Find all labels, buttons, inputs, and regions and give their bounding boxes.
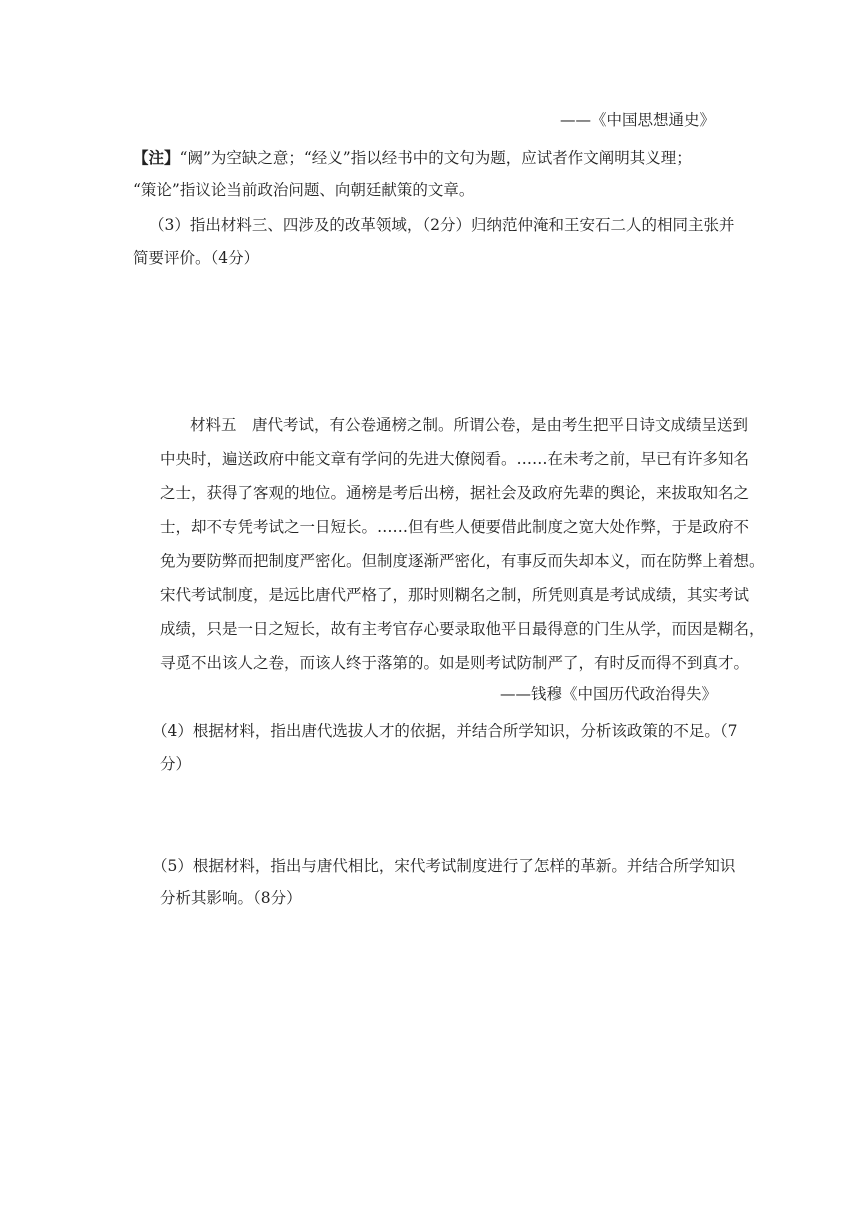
note-line-2: “策论”指议论当前政治问题、向朝廷献策的文章。: [133, 181, 475, 199]
material5-line: 士，却不专凭考试之一日短长。……但有些人便要借此制度之宽大处作弊，于是政府不: [160, 518, 750, 536]
question-4-line-2: 分）: [160, 755, 192, 773]
source-citation-1: ——《中国思想通史》: [560, 111, 716, 129]
material5-line: 成绩，只是一日之短长，故有主考官存心要录取他平日最得意的门生从学，而因是糊名，: [160, 620, 765, 638]
question-4-line-1: （4）根据材料，指出唐代选拔人才的依据，并结合所学知识，分析该政策的不足。（7: [152, 722, 738, 740]
material5-line: 寻觅不出该人之卷，而该人终于落第的。如是则考试防制严了，有时反而得不到真才。: [160, 654, 750, 672]
question-5-line-1: （5）根据材料，指出与唐代相比，宋代考试制度进行了怎样的革新。并结合所学知识: [152, 857, 736, 875]
note-mark: 【注】: [133, 148, 180, 167]
question-3-line-2: 简要评价。（4分）: [133, 249, 260, 267]
question-5-line-2: 分析其影响。（8分）: [160, 889, 302, 907]
material5-line: 宋代考试制度，是远比唐代严格了，那时则糊名之制，所凭则真是考试成绩，其实考试: [160, 586, 750, 604]
source-citation-2: ——钱穆《中国历代政治得失》: [500, 685, 718, 703]
note-line-1: [133, 148, 692, 168]
material5-line: 材料五 唐代考试，有公卷通榜之制。所谓公卷，是由考生把平日诗文成绩呈送到: [190, 416, 749, 434]
material5-line: 免为要防弊而把制度严密化。但制度逐渐严密化，有事反而失却本义，而在防弊上着想。: [160, 552, 765, 570]
note-text-1: “阙”为空缺之意；“经义”指以经书中的文句为题，应试者作文阐明其义理；: [179, 149, 692, 167]
question-3-line-1: （3）指出材料三、四涉及的改革领域，（2分）归纳范仲淹和王安石二人的相同主张并: [149, 216, 735, 234]
material5-line: 之士，获得了客观的地位。通榜是考后出榜，据社会及政府先辈的舆论，来拔取知名之: [160, 484, 750, 502]
material5-line: 中央时，遍送政府中能文章有学问的先进大僚阅看。……在未考之前，早已有许多知名: [160, 450, 750, 468]
